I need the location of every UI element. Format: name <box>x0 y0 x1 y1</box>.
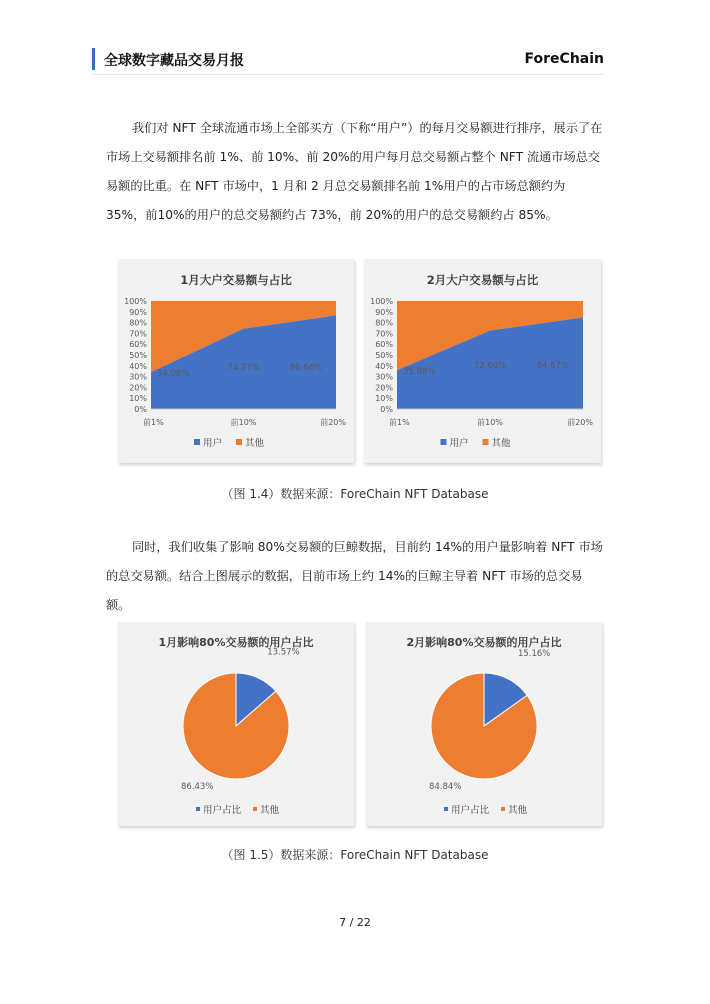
x-tick-label: 前10% <box>230 418 257 427</box>
y-tick-label: 10% <box>375 394 393 404</box>
chart-title: 1月大户交易额与占比 <box>180 273 292 287</box>
chart-title: 2月影响80%交易额的用户占比 <box>406 636 562 649</box>
legend-label-other: 其他 <box>260 805 280 816</box>
y-tick-label: 0% <box>134 405 147 414</box>
paragraph-whales: 同时，我们收集了影响 80%交易额的巨鲸数据，目前约 14%的用户量影响着 NFT 市场的总交易额。结合上图展示的数据，目前市场上约 14%的巨鲸主导着 NFT 市场的总交易额。 <box>106 540 603 612</box>
legend-label-other: 其他 <box>508 805 528 816</box>
chart-title: 2月大户交易额与占比 <box>426 273 539 287</box>
chart-card-jan-pie <box>118 622 354 826</box>
data-label: 86.64% <box>289 363 322 374</box>
legend-label-other: 其他 <box>245 438 265 449</box>
y-tick-label: 100% <box>124 297 147 306</box>
x-tick-label: 前20% <box>567 418 593 427</box>
chart-jan-area <box>118 259 354 463</box>
legend-label-user: 用户占比 <box>203 805 242 816</box>
figure-caption-1-4: （图 1.4）数据来源：ForeChain NFT Database <box>221 487 489 501</box>
y-tick-label: 60% <box>129 340 147 350</box>
x-tick-label: 前10% <box>477 418 503 427</box>
y-tick-label: 80% <box>129 318 147 328</box>
figure-caption-1-5: （图 1.5）数据来源：ForeChain NFT Database <box>221 848 489 862</box>
y-tick-label: 70% <box>129 329 147 339</box>
legend-label-user: 用户 <box>203 438 223 449</box>
chart-card-feb-pie <box>366 622 602 826</box>
y-tick-label: 80% <box>375 318 393 328</box>
data-label: 35.88% <box>403 367 436 378</box>
y-tick-label: 0% <box>380 405 393 414</box>
y-tick-label: 60% <box>375 340 393 350</box>
y-tick-label: 10% <box>129 394 147 404</box>
legend-swatch-other <box>501 807 505 811</box>
data-label: 86.43% <box>181 782 214 792</box>
data-label: 34.08% <box>157 369 190 380</box>
chart-card-feb-area <box>364 259 601 463</box>
x-tick-label: 前1% <box>389 418 410 427</box>
brand-name: ForeChain <box>524 51 604 67</box>
data-label: 84.67% <box>536 361 569 372</box>
y-tick-label: 100% <box>370 297 393 306</box>
y-tick-label: 40% <box>129 361 147 371</box>
legend-swatch-user <box>444 807 448 811</box>
y-tick-label: 50% <box>129 351 147 360</box>
header-divider <box>92 74 604 75</box>
data-label: 72.60% <box>473 361 507 372</box>
legend-swatch-user <box>196 807 200 811</box>
chart-card-jan-area <box>118 259 354 463</box>
x-tick-label: 前1% <box>143 418 164 427</box>
legend-label-other: 其他 <box>491 438 511 449</box>
legend-swatch-user <box>441 439 447 445</box>
y-tick-label: 20% <box>129 383 147 393</box>
y-tick-label: 90% <box>375 307 393 317</box>
legend-swatch-user <box>194 439 200 445</box>
legend-swatch-other <box>236 439 242 445</box>
y-tick-label: 20% <box>375 383 393 393</box>
y-tick-label: 70% <box>375 329 393 339</box>
legend-swatch-other <box>483 439 489 445</box>
data-label: 13.57% <box>267 647 300 658</box>
chart-feb-area <box>364 259 601 463</box>
chart-feb-pie <box>366 622 602 826</box>
y-tick-label: 30% <box>129 372 147 382</box>
legend-label-user: 用户 <box>449 438 469 449</box>
y-tick-label: 40% <box>375 361 393 371</box>
page-number: 7 / 22 <box>339 916 371 929</box>
document-title: 全球数字藏品交易月报 <box>104 53 244 69</box>
legend-swatch-other <box>253 807 257 811</box>
data-label: 15.16% <box>517 648 551 659</box>
header-accent-bar <box>92 48 95 70</box>
chart-title: 1月影响80%交易额的用户占比 <box>158 636 314 649</box>
y-tick-label: 90% <box>129 307 147 317</box>
y-tick-label: 30% <box>375 372 393 382</box>
chart-jan-pie <box>118 622 354 826</box>
data-label: 84.84% <box>429 782 462 792</box>
data-label: 74.27% <box>227 363 260 374</box>
y-tick-label: 50% <box>375 351 393 360</box>
legend-label-user: 用户占比 <box>451 805 490 816</box>
paragraph-top-holders: 我们对 NFT 全球流通市场上全部买方（下称“用户”）的每月交易额进行排序，展示了在市场上交易额排名前 1%、前 10%、前 20%的用户每月总交易额占整个 NFT 流通市场总交易额的比重。在 NFT 市场中，1 月和 2 月总交易额排名前 1%用户的占市场总额约为 35%，前10%的用户的总交易额约占 73%，前 20%的用户的总交易额约占 85%。 <box>106 121 603 222</box>
x-tick-label: 前20% <box>320 418 346 427</box>
